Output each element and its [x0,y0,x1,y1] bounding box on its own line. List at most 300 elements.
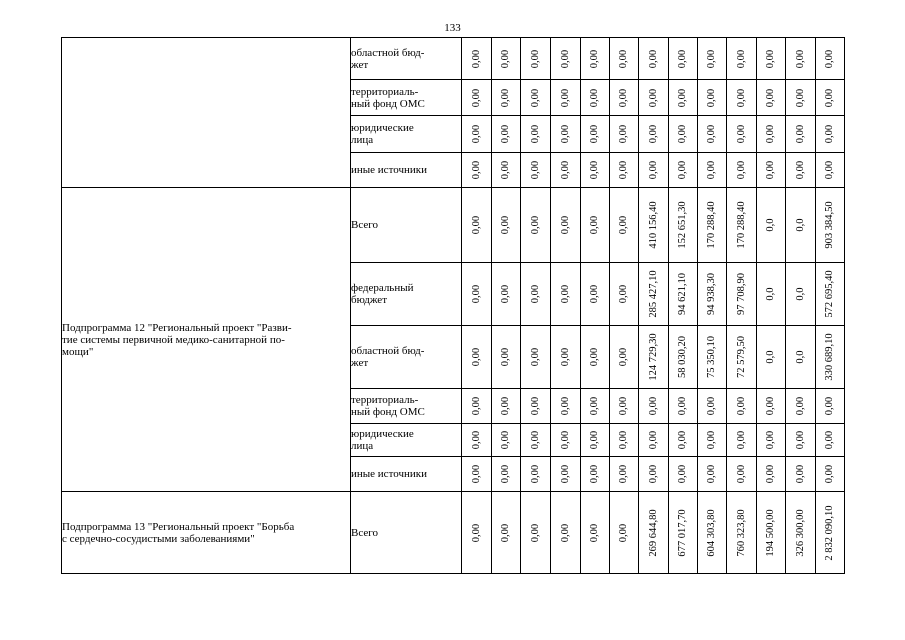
value-text: 0,00 [500,124,511,144]
value-text: 0,00 [589,215,600,235]
value-text: 0,00 [470,523,482,542]
value-cell [639,38,669,80]
value-text: 0,00 [618,49,629,68]
value-cell [462,116,492,153]
value-cell [492,326,521,389]
program-name-cell: Подпрограмма 13 "Региональный проект "Борьба с сердечно-сосудистыми заболеваниями" [62,492,351,574]
value-cell [757,38,786,80]
value-cell [757,492,786,574]
value-cell [610,389,639,424]
value-cell [610,153,639,188]
value-text: 0,00 [794,396,806,416]
value-cell [610,457,639,492]
value-text: 0,00 [677,88,688,107]
value-text: 0,00 [735,49,747,68]
value-text: 0,00 [765,88,776,107]
value-cell [492,424,521,457]
value-cell [639,153,669,188]
value-cell [727,263,757,326]
value-text: 0,00 [470,464,482,484]
value-cell [521,424,551,457]
page-number: 133 [444,22,461,34]
value-text: 72 579,50 [735,336,747,378]
value-cell [669,188,698,263]
value-text: 0,00 [589,430,600,450]
value-cell [492,153,521,188]
value-text: 0,00 [647,124,659,144]
value-cell [639,263,669,326]
funding-source-cell: федеральный бюджет [351,263,462,326]
value-text: 0,00 [529,88,541,107]
value-text: 170 288,40 [706,201,717,249]
value-cell [669,263,698,326]
value-text: 0,00 [618,88,629,107]
value-cell [727,424,757,457]
value-cell [551,116,581,153]
value-text: 0,00 [765,160,776,180]
value-text: 0,00 [765,396,776,416]
value-text: 0,00 [618,396,629,416]
value-text: 0,00 [529,396,541,416]
value-text: 0,00 [589,347,600,367]
value-text: 0,00 [470,160,482,180]
value-cell [786,80,816,116]
value-cell [786,326,816,389]
funding-source-cell: иные источники [351,457,462,492]
value-cell [462,38,492,80]
funding-source-cell: областной бюд- жет [351,38,462,80]
value-cell [610,80,639,116]
value-text: 58 030,20 [677,336,688,378]
value-cell [639,389,669,424]
value-cell [816,38,845,80]
value-text: 0,00 [500,523,511,542]
value-text: 0,00 [706,160,717,180]
value-text: 0,00 [824,160,835,180]
value-text: 410 156,40 [647,201,659,249]
value-cell [727,188,757,263]
value-cell [462,424,492,457]
value-cell [698,457,727,492]
value-cell [462,153,492,188]
value-cell [462,389,492,424]
value-text: 0,0 [794,350,806,364]
value-text: 0,00 [618,160,629,180]
value-text: 0,00 [589,49,600,68]
value-text: 0,00 [794,464,806,484]
value-text: 0,00 [500,347,511,367]
value-cell [727,153,757,188]
value-cell [786,38,816,80]
value-cell [639,188,669,263]
budget-table [61,37,845,574]
value-cell [581,116,610,153]
value-text: 0,00 [618,523,629,542]
value-cell [669,326,698,389]
value-cell [698,116,727,153]
value-cell [757,116,786,153]
value-cell [581,153,610,188]
value-cell [581,80,610,116]
value-text: 0,00 [470,396,482,416]
value-cell [698,153,727,188]
table-row [62,492,845,574]
value-cell [786,153,816,188]
value-text: 0,00 [706,49,717,68]
value-cell [492,389,521,424]
value-text: 0,00 [470,88,482,107]
value-cell [581,389,610,424]
value-cell [669,389,698,424]
value-cell [492,263,521,326]
value-text: 0,00 [618,284,629,304]
value-text: 0,00 [529,215,541,235]
value-text: 0,00 [529,124,541,144]
value-text: 0,00 [500,160,511,180]
value-cell [669,424,698,457]
value-cell [727,38,757,80]
funding-source-cell: Всего [351,188,462,263]
value-text: 0,00 [589,88,600,107]
value-cell [492,492,521,574]
value-text: 0,00 [618,347,629,367]
value-text: 0,00 [647,464,659,484]
funding-source-cell: юридические лица [351,424,462,457]
value-text: 0,00 [500,396,511,416]
value-text: 0,00 [589,523,600,542]
value-text: 0,00 [677,49,688,68]
value-text: 0,00 [706,88,717,107]
value-cell [551,38,581,80]
value-text: 0,00 [706,396,717,416]
value-text: 170 288,40 [735,201,747,249]
value-cell [816,457,845,492]
value-cell [639,80,669,116]
value-cell [727,326,757,389]
funding-source-cell: областной бюд- жет [351,326,462,389]
value-text: 0,00 [677,124,688,144]
value-text: 0,00 [735,124,747,144]
value-cell [757,326,786,389]
value-text: 0,0 [765,287,776,301]
value-cell [698,80,727,116]
value-text: 0,00 [735,464,747,484]
value-text: 152 651,30 [677,201,688,249]
value-text: 0,00 [765,464,776,484]
value-text: 0,0 [794,287,806,301]
value-text: 0,00 [618,124,629,144]
value-cell [462,263,492,326]
value-cell [757,457,786,492]
value-text: 0,00 [500,49,511,68]
value-text: 0,00 [529,284,541,304]
value-cell [581,424,610,457]
value-cell [757,389,786,424]
value-cell [610,326,639,389]
value-cell [551,153,581,188]
program-name-cell [62,38,351,188]
value-text: 903 384,50 [824,201,835,249]
value-text: 0,00 [735,88,747,107]
value-cell [757,424,786,457]
value-text: 97 708,90 [735,273,747,315]
value-cell [727,116,757,153]
value-cell [521,492,551,574]
value-text: 330 689,10 [824,333,835,381]
value-cell [816,153,845,188]
value-text: 0,00 [589,396,600,416]
value-text: 269 644,80 [647,508,659,557]
value-cell [698,38,727,80]
value-cell [816,492,845,574]
value-text: 0,00 [559,284,571,304]
value-text: 0,0 [765,350,776,364]
value-cell [610,424,639,457]
value-cell [581,188,610,263]
value-text: 0,00 [765,430,776,450]
value-text: 0,00 [794,49,806,68]
funding-source-cell: Всего [351,492,462,574]
value-text: 0,00 [647,88,659,107]
value-text: 0,00 [677,430,688,450]
value-text: 604 303,80 [706,508,717,557]
value-cell [581,492,610,574]
value-cell [757,153,786,188]
value-text: 0,00 [559,160,571,180]
value-cell [698,389,727,424]
value-cell [551,188,581,263]
value-cell [610,188,639,263]
value-cell [786,389,816,424]
value-cell [521,389,551,424]
value-text: 0,0 [794,218,806,232]
value-text: 0,00 [706,430,717,450]
funding-source-cell: территориаль- ный фонд ОМС [351,80,462,116]
value-cell [727,492,757,574]
value-text: 0,00 [794,124,806,144]
value-cell [757,80,786,116]
value-text: 677 017,70 [677,508,688,557]
value-cell [551,263,581,326]
value-cell [462,326,492,389]
value-cell [786,188,816,263]
value-cell [521,80,551,116]
value-text: 0,00 [559,88,571,107]
value-text: 760 323,80 [735,508,747,557]
program-name-cell: Подпрограмма 12 "Региональный проект "Разви- тие системы первичной медико-санитарной по- мощи" [62,188,351,492]
value-text: 0,00 [647,396,659,416]
value-text: 0,00 [559,464,571,484]
value-cell [610,116,639,153]
value-text: 0,00 [470,347,482,367]
value-cell [786,492,816,574]
value-cell [639,492,669,574]
value-cell [669,153,698,188]
value-cell [816,326,845,389]
value-cell [521,263,551,326]
value-text: 0,00 [470,215,482,235]
value-cell [727,457,757,492]
table-row [62,188,845,263]
value-cell [639,457,669,492]
value-text: 0,00 [706,464,717,484]
value-text: 572 695,40 [824,270,835,318]
value-cell [639,116,669,153]
value-cell [462,188,492,263]
value-cell [698,188,727,263]
value-text: 0,00 [470,49,482,68]
value-cell [669,492,698,574]
value-cell [698,492,727,574]
value-cell [462,492,492,574]
value-cell [492,80,521,116]
value-text: 0,00 [559,124,571,144]
value-text: 0,00 [765,124,776,144]
value-cell [492,38,521,80]
value-cell [492,188,521,263]
value-cell [816,80,845,116]
value-text: 0,00 [824,124,835,144]
value-cell [610,263,639,326]
value-text: 94 938,30 [706,273,717,315]
value-cell [462,80,492,116]
value-text: 0,00 [824,396,835,416]
value-text: 0,00 [647,430,659,450]
value-text: 0,00 [647,49,659,68]
table-row [62,38,845,80]
value-text: 0,00 [559,396,571,416]
value-text: 0,00 [765,49,776,68]
value-text: 0,00 [794,160,806,180]
value-text: 0,00 [500,430,511,450]
value-text: 326 300,00 [794,508,806,557]
value-text: 0,00 [559,215,571,235]
value-text: 0,00 [618,464,629,484]
value-text: 0,00 [824,430,835,450]
value-text: 0,00 [559,523,571,542]
value-text: 124 729,30 [647,333,659,381]
funding-source-cell: территориаль- ный фонд ОМС [351,389,462,424]
value-cell [551,80,581,116]
value-cell [521,116,551,153]
value-text: 0,00 [470,284,482,304]
value-cell [551,457,581,492]
value-cell [757,188,786,263]
value-cell [581,326,610,389]
value-cell [610,492,639,574]
value-cell [816,188,845,263]
value-cell [669,457,698,492]
value-text: 0,00 [559,49,571,68]
value-text: 75 350,10 [706,336,717,378]
value-text: 0,00 [529,523,541,542]
value-text: 0,00 [706,124,717,144]
value-cell [698,263,727,326]
value-text: 0,0 [765,218,776,232]
value-cell [639,326,669,389]
value-cell [698,424,727,457]
value-cell [551,424,581,457]
value-text: 0,00 [529,49,541,68]
value-text: 0,00 [529,464,541,484]
value-text: 0,00 [470,124,482,144]
value-text: 0,00 [589,160,600,180]
value-cell [816,389,845,424]
value-cell [816,116,845,153]
value-cell [521,188,551,263]
value-cell [521,153,551,188]
value-cell [727,80,757,116]
value-text: 0,00 [470,430,482,450]
value-text: 0,00 [735,396,747,416]
value-cell [639,424,669,457]
value-cell [669,38,698,80]
value-text: 0,00 [677,160,688,180]
value-text: 0,00 [794,430,806,450]
value-text: 0,00 [794,88,806,107]
value-cell [581,38,610,80]
value-cell [551,326,581,389]
value-cell [698,326,727,389]
value-cell [551,389,581,424]
value-text: 0,00 [824,49,835,68]
value-cell [492,116,521,153]
value-cell [786,116,816,153]
value-text: 0,00 [559,430,571,450]
value-text: 0,00 [500,215,511,235]
value-cell [581,457,610,492]
value-text: 0,00 [589,464,600,484]
value-text: 0,00 [529,160,541,180]
value-cell [727,389,757,424]
value-cell [669,80,698,116]
value-text: 94 621,10 [677,273,688,315]
value-cell [462,457,492,492]
value-text: 0,00 [500,88,511,107]
value-cell [521,38,551,80]
value-cell [551,492,581,574]
value-text: 0,00 [500,464,511,484]
value-text: 0,00 [824,88,835,107]
value-text: 0,00 [529,430,541,450]
funding-source-cell: юридические лица [351,116,462,153]
value-text: 0,00 [735,430,747,450]
value-cell [492,457,521,492]
value-text: 0,00 [500,284,511,304]
value-cell [816,424,845,457]
value-cell [610,38,639,80]
value-cell [521,326,551,389]
value-cell [816,263,845,326]
value-cell [521,457,551,492]
value-text: 0,00 [735,160,747,180]
value-cell [757,263,786,326]
value-text: 0,00 [589,124,600,144]
value-text: 0,00 [824,464,835,484]
value-text: 0,00 [589,284,600,304]
value-cell [786,424,816,457]
value-cell [786,457,816,492]
value-text: 0,00 [677,464,688,484]
value-text: 0,00 [529,347,541,367]
value-text: 0,00 [647,160,659,180]
value-text: 0,00 [618,215,629,235]
table-body [62,38,845,574]
value-text: 0,00 [618,430,629,450]
value-text: 194 500,00 [765,508,776,557]
value-cell [786,263,816,326]
value-cell [581,263,610,326]
